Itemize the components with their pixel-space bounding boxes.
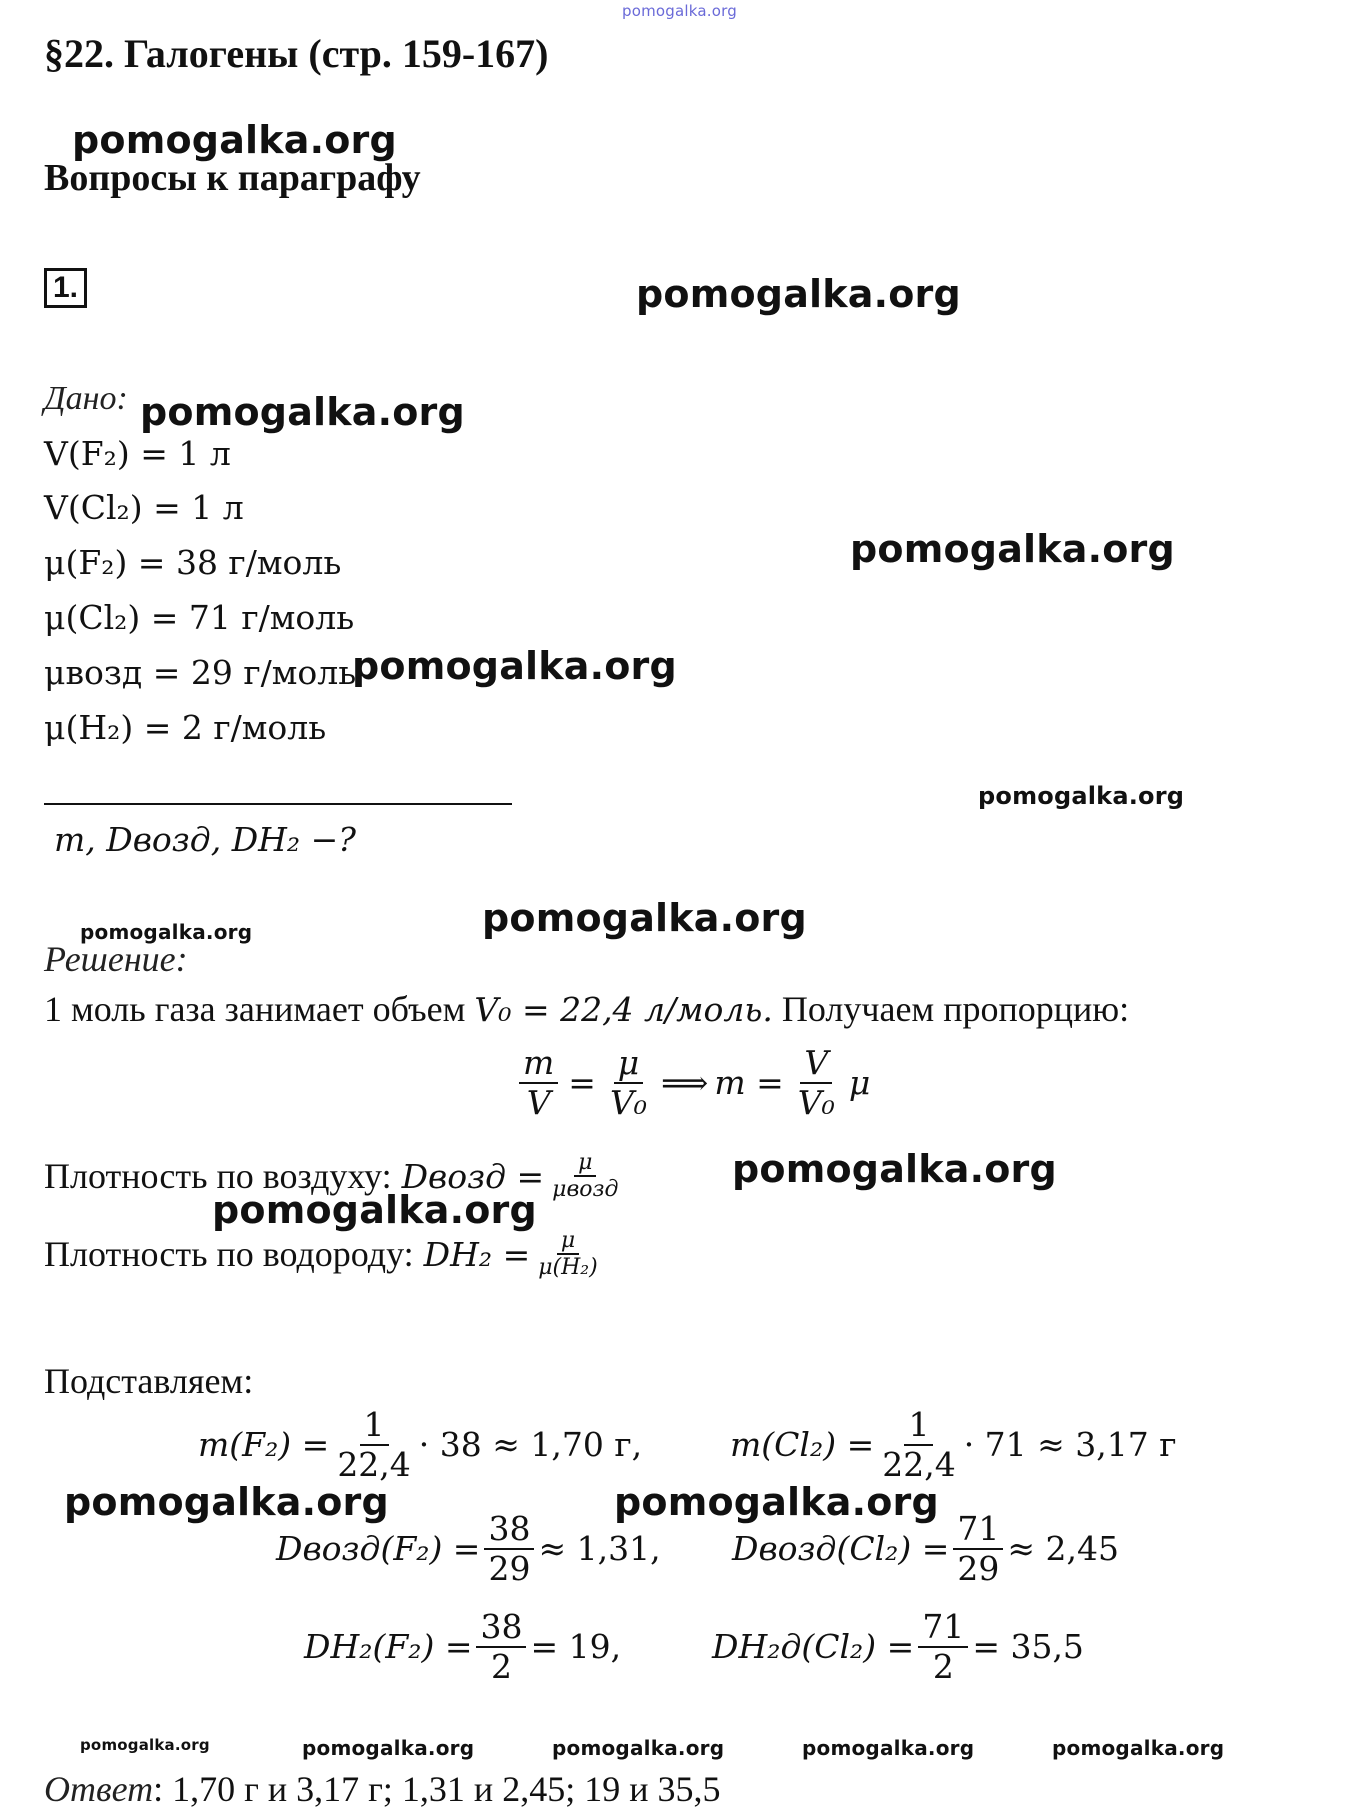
calc-rhs: = 19, [530, 1627, 622, 1667]
frac-num: 1 [904, 1406, 933, 1446]
frac-den: 2 [932, 1646, 954, 1686]
given-line: μ(Cl₂) = 71 г/моль [44, 598, 355, 637]
watermark: pomogalka.org [72, 118, 397, 162]
calc-lhs: DH₂(F₂) = [304, 1627, 473, 1667]
result-lhs: m = [714, 1063, 784, 1103]
frac-den: 29 [957, 1548, 1000, 1588]
calc-mass-f2 [198, 1406, 642, 1484]
section-heading: Вопросы к параграфу [44, 157, 421, 199]
watermark: pomogalka.org [482, 896, 807, 940]
frac-den: V₀ [609, 1082, 648, 1122]
calc-dair-f2 [276, 1510, 661, 1588]
frac-den: μ(H₂) [538, 1255, 598, 1281]
calc-dh2-f2 [304, 1608, 621, 1686]
given-line: V(F₂) = 1 л [44, 434, 231, 473]
solution-intro [44, 988, 1129, 1030]
calc-rhs: ≈ 1,31, [538, 1529, 661, 1569]
calc-lhs: Dвозд(F₂) = [276, 1529, 481, 1569]
calc-dair-cl2 [732, 1510, 1119, 1588]
frac-num: 38 [476, 1608, 526, 1648]
frac-num: μ [557, 1228, 579, 1255]
frac-num: V [800, 1044, 832, 1084]
answer-line [44, 1768, 720, 1810]
task-number: 1. [44, 268, 87, 308]
calc-lhs: m(Cl₂) = [730, 1425, 875, 1465]
calc-rhs: · 71 ≈ 3,17 г [963, 1425, 1177, 1465]
watermark: pomogalka.org [732, 1147, 1057, 1191]
implies-arrow: ⟹ [661, 1063, 709, 1103]
watermark: pomogalka.org [140, 390, 465, 434]
frac-num: 38 [484, 1510, 534, 1550]
watermark: pomogalka.org [802, 1736, 975, 1760]
frac-den: μвозд [552, 1177, 619, 1203]
frac-den: 29 [488, 1548, 531, 1588]
calc-rhs: · 38 ≈ 1,70 г, [418, 1425, 643, 1465]
watermark: pomogalka.org [80, 920, 253, 944]
calc-dh2-cl2 [712, 1608, 1084, 1686]
frac-num: 1 [360, 1406, 389, 1446]
frac-num: μ [574, 1150, 596, 1177]
watermark: pomogalka.org [64, 1480, 389, 1524]
frac-num: 71 [918, 1608, 968, 1648]
watermark: pomogalka.org [352, 644, 677, 688]
calc-lhs: Dвозд(Cl₂) = [732, 1529, 950, 1569]
given-line: μ(H₂) = 2 г/моль [44, 708, 327, 747]
calc-lhs: DH₂д(Cl₂) = [712, 1627, 915, 1667]
answer-text: : 1,70 г и 3,17 г; 1,31 и 2,45; 19 и 35,5 [153, 1769, 721, 1809]
page-title: §22. Галогены (стр. 159-167) [44, 31, 549, 76]
find-line: m, Dвозд, DH₂ −? [54, 820, 356, 859]
frac-num: m [519, 1044, 558, 1084]
solution-label: Решение: [44, 939, 188, 979]
watermark: pomogalka.org [552, 1736, 725, 1760]
frac-den: V [526, 1082, 551, 1122]
watermark: pomogalka.org [636, 272, 961, 316]
calc-rhs: = 35,5 [972, 1627, 1084, 1667]
watermark: pomogalka.org [80, 1736, 210, 1754]
watermark: pomogalka.org [302, 1736, 475, 1760]
intro-text: 1 моль газа занимает объем [44, 989, 466, 1029]
watermark: pomogalka.org [1052, 1736, 1225, 1760]
given-line: μ(F₂) = 38 г/моль [44, 543, 342, 582]
intro-formula: V₀ = 22,4 л/моль. [474, 990, 773, 1029]
frac-den: V₀ [797, 1082, 835, 1122]
given-line: V(Cl₂) = 1 л [44, 488, 244, 527]
watermark: pomogalka.org [614, 1480, 939, 1524]
h2-density-text: Плотность по водороду: [44, 1234, 414, 1275]
frac-den: 2 [490, 1646, 512, 1686]
air-density-text: Плотность по воздуху: [44, 1156, 392, 1197]
result-mu: μ [848, 1063, 871, 1103]
watermark: pomogalka.org [978, 782, 1185, 810]
h2-density-lhs: DH₂ = [423, 1234, 531, 1274]
frac-num: 71 [953, 1510, 1003, 1550]
given-divider [44, 803, 512, 805]
given-label: Дано: [44, 380, 128, 417]
h2-density-line [44, 1228, 606, 1281]
calc-mass-cl2 [730, 1406, 1177, 1484]
watermark-top: pomogalka.org [622, 2, 737, 20]
given-line: μвозд = 29 г/моль [44, 653, 357, 692]
frac-num: μ [614, 1044, 643, 1084]
calc-lhs: m(F₂) = [198, 1425, 330, 1465]
air-density-lhs: Dвозд = [401, 1156, 545, 1196]
calc-rhs: ≈ 2,45 [1007, 1529, 1119, 1569]
frac-den: 22,4 [882, 1444, 956, 1484]
frac-den: 22,4 [337, 1444, 411, 1484]
watermark: pomogalka.org [212, 1188, 537, 1232]
answer-label: Ответ [44, 1769, 154, 1809]
substitute-label: Подставляем: [44, 1361, 254, 1401]
proportion-formula: $\frac{m}{V}$ = $\frac{\mu}{\text{V₀}}$ ⟹ m = $\frac{V}{\text{V₀}}$ μ [515, 1044, 870, 1122]
watermark: pomogalka.org [850, 527, 1175, 571]
intro-tail: Получаем пропорцию: [781, 989, 1130, 1029]
